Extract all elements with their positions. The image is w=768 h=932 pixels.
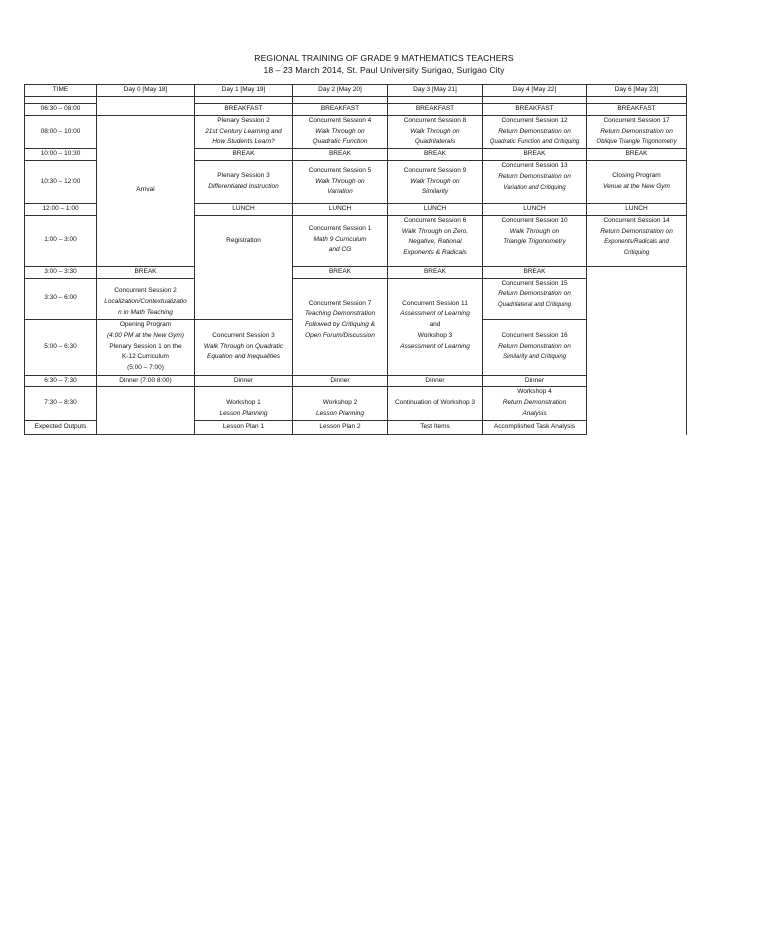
break-cell: BREAK bbox=[587, 149, 687, 161]
time-cell: 10:00 – 10:30 bbox=[25, 149, 97, 161]
table-row bbox=[25, 266, 687, 278]
table-row bbox=[25, 420, 687, 434]
time-cell: 3:30 – 6:00 bbox=[25, 278, 97, 319]
empty-cell bbox=[97, 103, 195, 115]
document-header bbox=[0, 52, 768, 76]
empty-cell bbox=[587, 96, 687, 103]
break-cell: BREAK bbox=[293, 149, 388, 161]
time-cell: 6:30 – 7:30 bbox=[25, 375, 97, 387]
output-cell: Accomplished Task Analysis bbox=[483, 420, 587, 434]
empty-cell bbox=[97, 96, 195, 103]
empty-cell bbox=[293, 96, 388, 103]
empty-cell bbox=[97, 387, 195, 420]
column-header-time: TIME bbox=[25, 85, 97, 97]
table-row bbox=[25, 96, 687, 103]
session-cell: Concurrent Session 3 Walk Through on Quadratic Equation and Inequalities bbox=[195, 319, 293, 375]
document-title: REGIONAL TRAINING OF GRADE 9 MATHEMATICS TEACHERS bbox=[254, 53, 514, 63]
table-row bbox=[25, 103, 687, 115]
schedule-table bbox=[24, 84, 687, 435]
time-cell: Expected Outputs bbox=[25, 420, 97, 434]
session-cell: Concurrent Session 16 Return Demonstration on Similarity and Critiquing bbox=[483, 319, 587, 375]
break-cell: BREAK bbox=[483, 149, 587, 161]
time-cell: 3:00 – 3:30 bbox=[25, 266, 97, 278]
time-cell: 08:00 – 10:00 bbox=[25, 115, 97, 148]
arrival-cell: Arrival bbox=[97, 115, 195, 266]
session-cell: Concurrent Session 14 Return Demonstration on Exponents/Radicals and Critiquing bbox=[587, 215, 687, 266]
breakfast-cell: BREAKFAST bbox=[195, 103, 293, 115]
output-cell: Lesson Plan 1 bbox=[195, 420, 293, 434]
empty-cell bbox=[195, 96, 293, 103]
table-header-row bbox=[25, 85, 687, 97]
breakfast-cell: BREAKFAST bbox=[587, 103, 687, 115]
lunch-cell: LUNCH bbox=[483, 203, 587, 215]
session-cell: Concurrent Session 5 Walk Through on Variation bbox=[293, 160, 388, 203]
dinner-cell: Dinner (7:00 8:00) bbox=[97, 375, 195, 387]
session-cell: Closing Program Venue at the New Gym bbox=[587, 160, 687, 203]
column-header-day2: Day 2 [May 20] bbox=[293, 85, 388, 97]
session-cell: Concurrent Session 9 Walk Through on Similarity bbox=[388, 160, 483, 203]
break-cell: BREAK bbox=[388, 266, 483, 278]
break-cell: BREAK bbox=[195, 149, 293, 161]
time-cell: 12:00 – 1:00 bbox=[25, 203, 97, 215]
lunch-cell: LUNCH bbox=[587, 203, 687, 215]
session-cell: Concurrent Session 2 Localization/Contextualizatio n in Math Teaching bbox=[97, 278, 195, 319]
breakfast-cell: BREAKFAST bbox=[293, 103, 388, 115]
registration-cell: Registration bbox=[195, 215, 293, 319]
empty-cell bbox=[388, 96, 483, 103]
opening-program-cell: Opening Program (4:00 PM at the New Gym) Plenary Session 1 on the K-12 Curriculum (5:00 – 7:00) bbox=[97, 319, 195, 375]
session-cell: Concurrent Session 4 Walk Through on Quadratic Function bbox=[293, 115, 388, 148]
session-cell: Concurrent Session 8 Walk Through on Quadrilaterals bbox=[388, 115, 483, 148]
session-cell: Concurrent Session 13 Return Demonstration on Variation and Critiquing bbox=[483, 160, 587, 203]
table-row bbox=[25, 278, 687, 319]
column-header-day4: Day 4 [May 22] bbox=[483, 85, 587, 97]
table-row bbox=[25, 115, 687, 148]
break-cell: BREAK bbox=[97, 266, 195, 278]
breakfast-cell: BREAKFAST bbox=[388, 103, 483, 115]
lunch-cell: LUNCH bbox=[195, 203, 293, 215]
lunch-cell: LUNCH bbox=[293, 203, 388, 215]
break-cell: BREAK bbox=[293, 266, 388, 278]
breakfast-cell: BREAKFAST bbox=[483, 103, 587, 115]
session-cell: Concurrent Session 15 Return Demonstration on Quadrilateral and Critiquing bbox=[483, 278, 587, 319]
time-cell: 7:30 – 8:30 bbox=[25, 387, 97, 420]
column-header-day0: Day 0 [May 18] bbox=[97, 85, 195, 97]
table-row bbox=[25, 387, 687, 420]
time-cell: 10:30 – 12:00 bbox=[25, 160, 97, 203]
dinner-cell: Dinner bbox=[195, 375, 293, 387]
table-row bbox=[25, 375, 687, 387]
session-cell: Concurrent Session 1 Math 9 Curriculum and CG bbox=[293, 215, 388, 266]
column-header-day1: Day 1 [May 19] bbox=[195, 85, 293, 97]
session-cell: Concurrent Session 11 Assessment of Learning and Workshop 3 Assessment of Learning bbox=[388, 278, 483, 375]
column-header-day6: Day 6 [May 23] bbox=[587, 85, 687, 97]
session-cell: Concurrent Session 17 Return Demonstration on Oblique Triangle Trigonometry bbox=[587, 115, 687, 148]
time-cell: 06:30 – 08:00 bbox=[25, 103, 97, 115]
session-cell: Workshop 2 Lesson Planning bbox=[293, 387, 388, 420]
output-cell: Test Items bbox=[388, 420, 483, 434]
empty-cell bbox=[25, 96, 97, 103]
dinner-cell: Dinner bbox=[388, 375, 483, 387]
session-cell: Workshop 4 Return Demonstration Analysis bbox=[483, 387, 587, 420]
time-cell: 5:00 – 6:30 bbox=[25, 319, 97, 375]
break-cell: BREAK bbox=[388, 149, 483, 161]
output-cell: Lesson Plan 2 bbox=[293, 420, 388, 434]
session-cell: Concurrent Session 12 Return Demonstration on Quadratic Function and Critiquing bbox=[483, 115, 587, 148]
session-cell: Concurrent Session 6 Walk Through on Zero, Negative, Rational Exponents & Radicals bbox=[388, 215, 483, 266]
column-header-day3: Day 3 [May 21] bbox=[388, 85, 483, 97]
dinner-cell: Dinner bbox=[293, 375, 388, 387]
break-cell: BREAK bbox=[483, 266, 587, 278]
empty-cell bbox=[483, 96, 587, 103]
session-cell: Plenary Session 2 21st Century Learning and How Students Learn? bbox=[195, 115, 293, 148]
time-cell: 1:00 – 3:00 bbox=[25, 215, 97, 266]
session-cell: Concurrent Session 10 Walk Through on Triangle Trigonometry bbox=[483, 215, 587, 266]
document-subtitle: 18 – 23 March 2014, St. Paul University Surigao, Surigao City bbox=[263, 65, 505, 75]
session-cell: Plenary Session 3 Differentiated Instruction bbox=[195, 160, 293, 203]
session-cell: Workshop 1 Lesson Planning bbox=[195, 387, 293, 420]
session-cell: Continuation of Workshop 3 bbox=[388, 387, 483, 420]
empty-cell bbox=[97, 420, 195, 434]
dinner-cell: Dinner bbox=[483, 375, 587, 387]
session-cell: Concurrent Session 7 Teaching Demonstration Followed by Critiquing & Open Forum/Discussion bbox=[293, 278, 388, 375]
lunch-cell: LUNCH bbox=[388, 203, 483, 215]
